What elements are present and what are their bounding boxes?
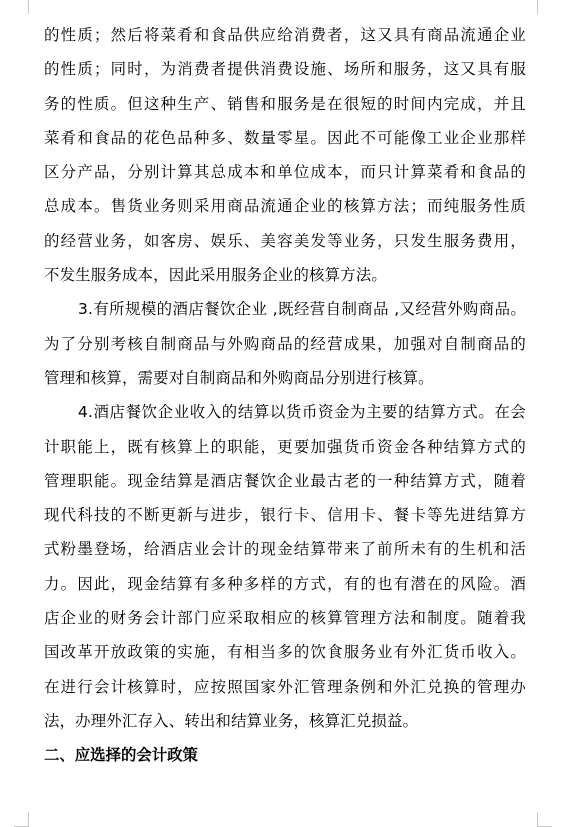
text-line: 3.有所规模的酒店餐饮企业 ,既经营自制商品 ,又经营外购商品。	[78, 300, 526, 319]
text-line: 管理和核算，需要对自制商品和外购商品分别进行核算。	[44, 368, 434, 387]
text-line: 法，办理外汇存入、转出和结算业务，核算汇兑损益。	[44, 711, 419, 730]
text-line: 的性质；同时，为消费者提供消费设施、场所和服务，这又具有服	[44, 60, 526, 79]
text-line: 计职能上，既有核算上的职能，更要加强货币资金各种结算方式的	[44, 437, 526, 456]
text-line: 菜肴和食品的花色品种多、数量零星。因此不可能像工业企业那样	[44, 128, 526, 147]
text-line-indented	[44, 292, 526, 326]
paragraph-item-3	[44, 292, 526, 395]
text-line: 为了分别考核自制商品与外购商品的经营成果，加强对自制商品的	[44, 334, 526, 353]
text-line: 国改革开放政策的实施，有相当多的饮食服务业有外汇货币收入。	[44, 643, 526, 662]
text-line: 区分产品，分别计算其总成本和单位成本，而只计算菜肴和食品的	[44, 163, 526, 182]
text-line: 店企业的财务会计部门应采取相应的核算管理方法和制度。随着我	[44, 609, 526, 628]
text-line: 力。因此，现金结算有多种多样的方式，有的也有潜在的风险。酒	[44, 574, 526, 593]
text-line: 总成本。售货业务则采用商品流通企业的核算方法；而纯服务性质	[44, 197, 526, 216]
text-line: 在进行会计核算时，应按照国家外汇管理条例和外汇兑换的管理办	[44, 677, 526, 696]
text-line: 的经营业务，如客房、娱乐、美容美发等业务，只发生服务费用，	[44, 231, 526, 250]
crop-mark-bottom-left	[28, 812, 29, 827]
crop-mark-bottom-right	[537, 812, 538, 827]
text-line: 4.酒店餐饮企业收入的结算以货币资金为主要的结算方式。在会	[78, 403, 526, 422]
text-line: 管理职能。现金结算是酒店餐饮企业最古老的一种结算方式，随着	[44, 471, 526, 490]
crop-mark-top-left	[28, 0, 29, 14]
text-line: 的性质；然后将菜肴和食品供应给消费者，这又具有商品流通企业	[44, 26, 526, 44]
text-line-indented	[44, 395, 526, 429]
text-line: 不发生服务成本，因此采用服务企业的核算方法。	[44, 266, 387, 285]
text-line: 务的性质。但这种生产、销售和服务是在很短的时间内完成，并且	[44, 94, 526, 113]
section-heading: 二、应选择的会计政策	[44, 746, 198, 765]
crop-mark-top-right	[537, 0, 538, 14]
text-line: 现代科技的不断更新与进步，银行卡、信用卡、餐卡等先进结算方	[44, 506, 526, 525]
document-body	[44, 18, 526, 773]
paragraph-service-nature	[44, 18, 526, 292]
text-line: 式粉墨登场，给酒店业会计的现金结算带来了前所未有的生机和活	[44, 540, 526, 559]
paragraph-item-4	[44, 395, 526, 738]
